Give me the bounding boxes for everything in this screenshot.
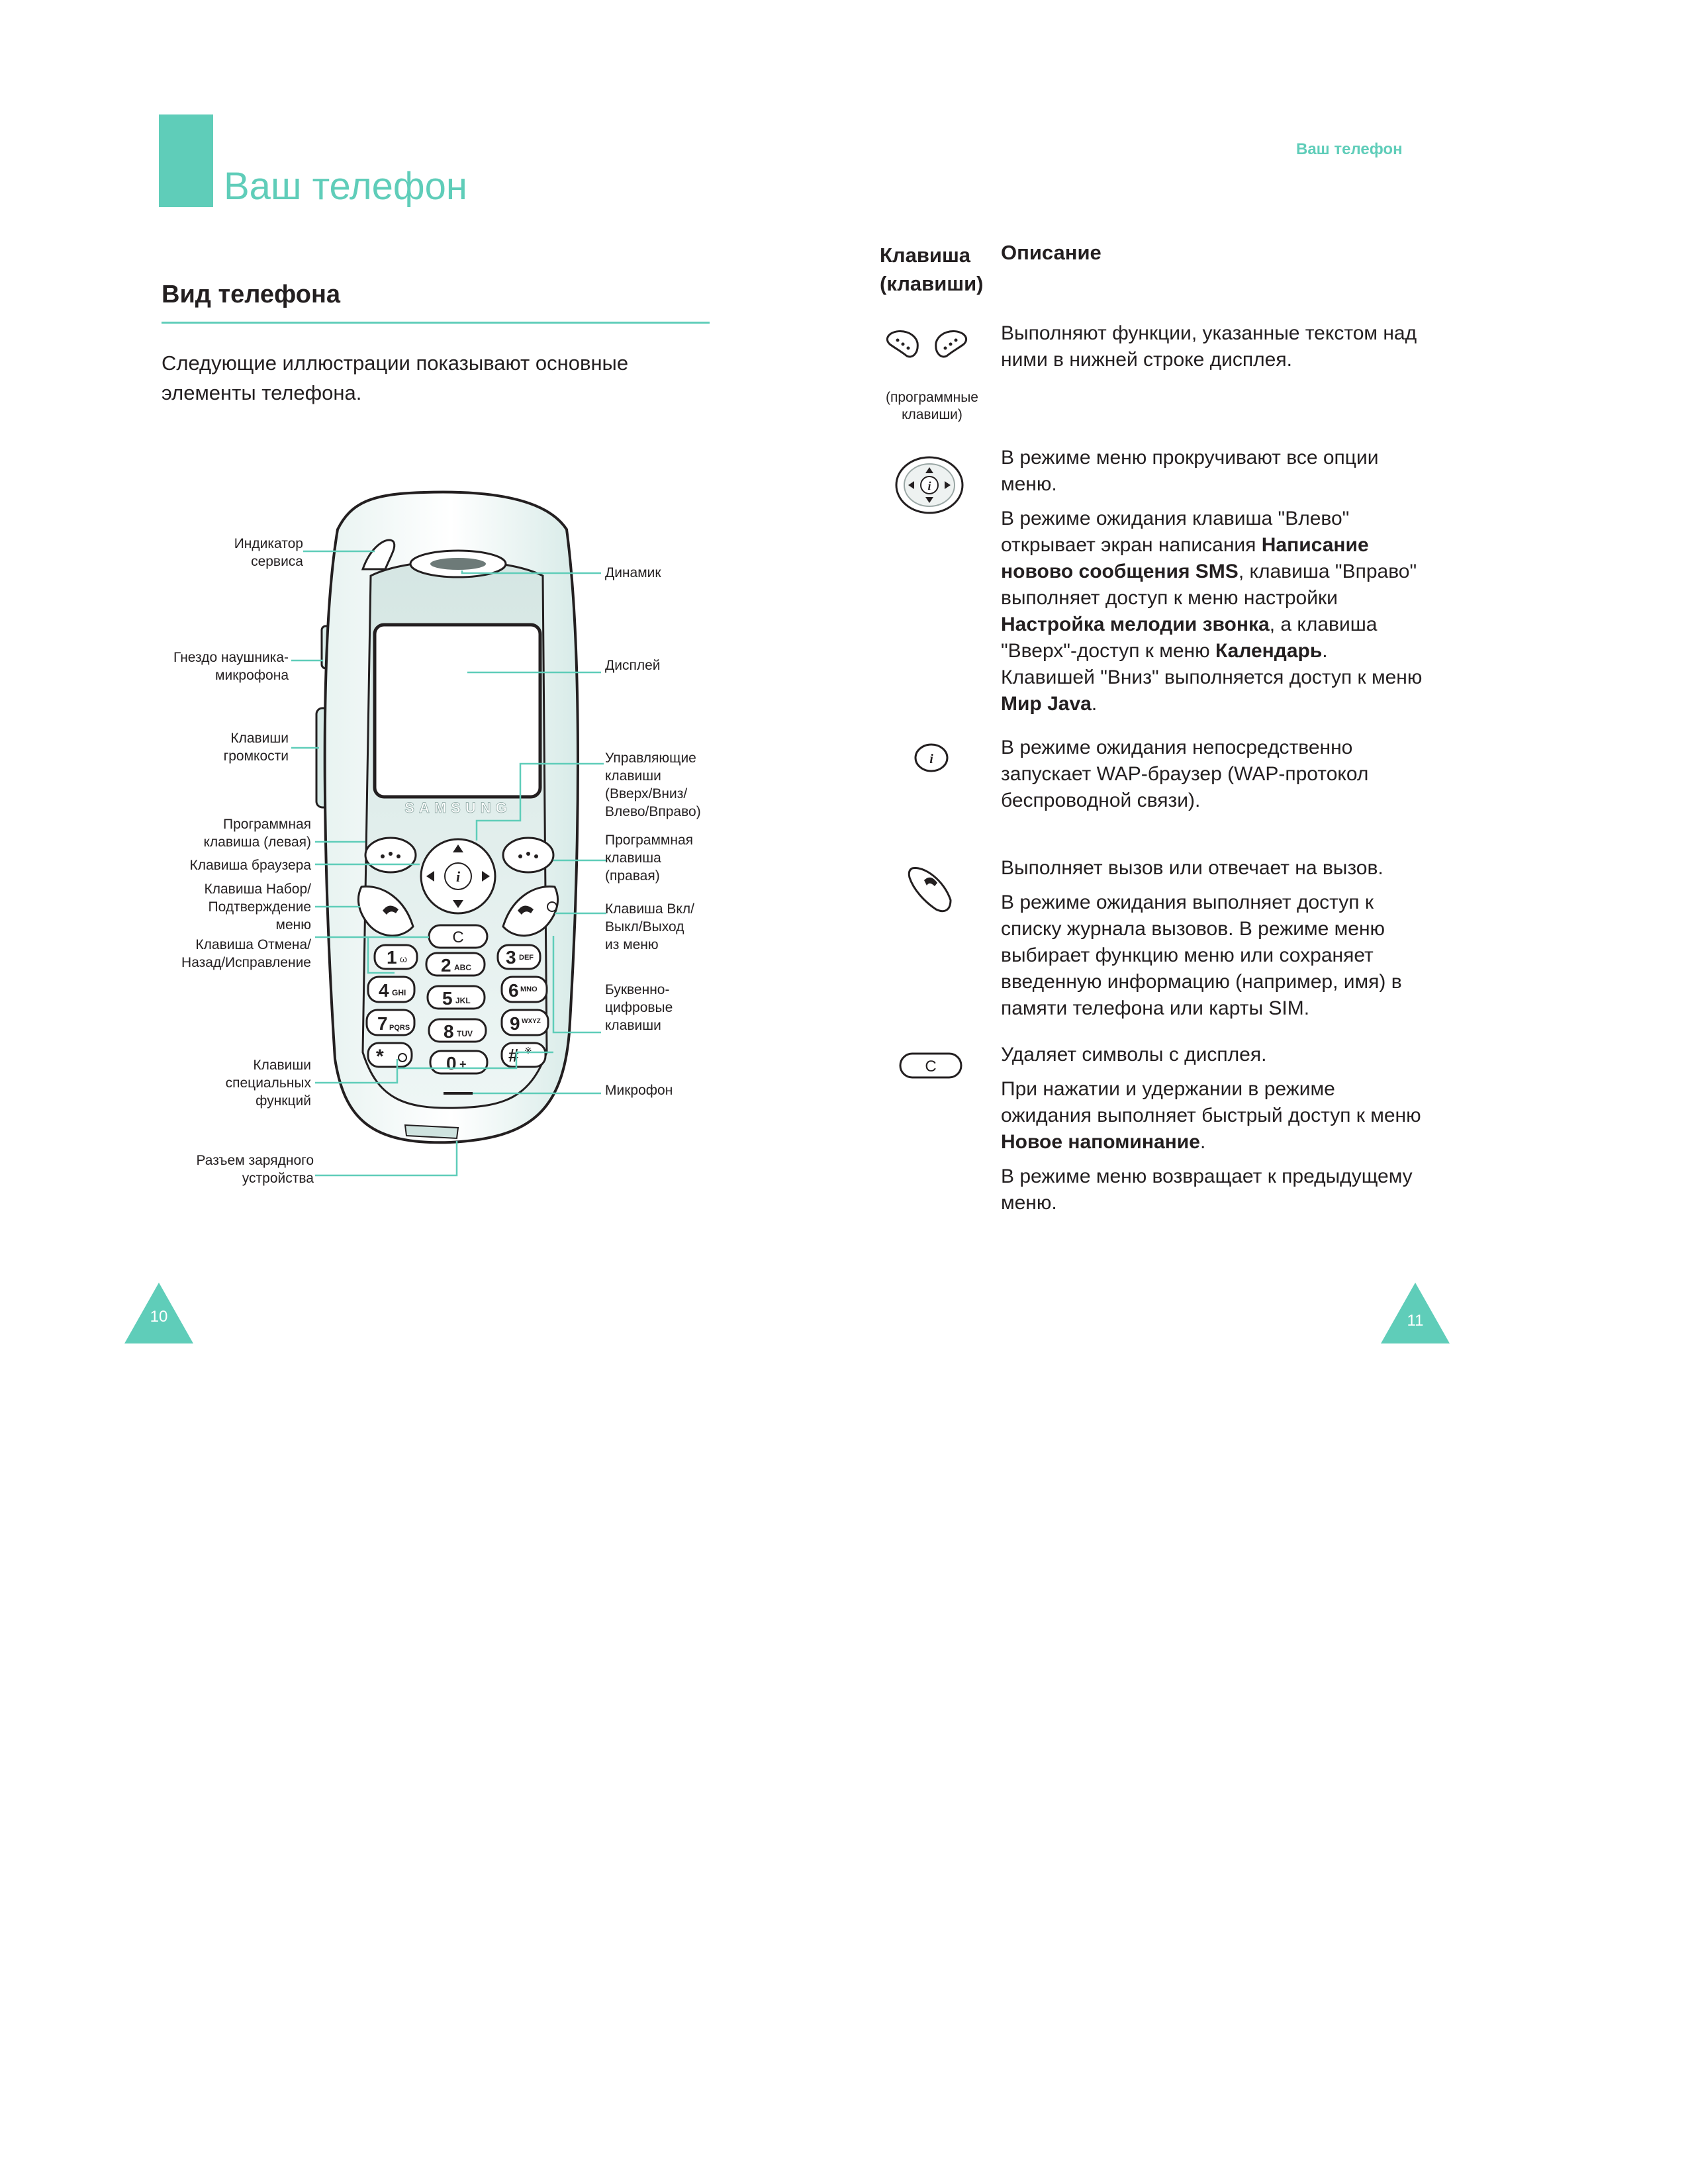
nav-rich-text: В режиме ожидания клавиша "Влево" открывает экран написания Написание новово сообщения SMS, клавиша "Вправо" выполняет доступ к меню настройки Настройка мелодии звонка, а клавиша "Вверх"-доступ к меню Календарь. Клавишей "Вниз" выполняется доступ к меню Мир Java. — [1001, 508, 1423, 715]
svg-text:+: + — [459, 1058, 467, 1071]
section-heading: Вид телефона — [162, 281, 341, 308]
callout-charger: Разъем зарядного устройства — [196, 1153, 314, 1186]
description-send-key: Выполняет вызов или отвечает на вызов. В режиме ожидания выполняет доступ к списку журнала вызовов. В режиме меню выбирает функцию меню или сохраняет введенную информацию (например, имя) в памяти телефона или карты SIM. — [1001, 857, 1402, 1019]
svg-text:i: i — [455, 868, 461, 885]
running-head: Ваш телефон — [1296, 140, 1403, 158]
svg-text:*: * — [376, 1046, 384, 1068]
svg-text:ABC: ABC — [454, 963, 471, 972]
svg-text:ω: ω — [400, 954, 407, 964]
callout-browser-key: Клавиша браузера — [189, 858, 311, 873]
description-browser-key: В режиме ожидания непосредственно запускает WAP-браузер (WAP-протокол беспроводной связи). — [1001, 737, 1369, 811]
send-key-icon — [904, 860, 957, 917]
callout-volume-keys: Клавиши громкости — [223, 731, 289, 764]
svg-text:C: C — [452, 929, 464, 946]
callout-headset-jack: Гнездо наушника- микрофона — [173, 650, 289, 683]
page-number-right: 11 — [1407, 1312, 1424, 1330]
clear-rich-text: При нажатии и удержании в режиме ожидания выполняет быстрый доступ к меню Новое напоминание. — [1001, 1078, 1421, 1153]
soft-keys-caption: (программные клавиши) — [886, 390, 978, 422]
display-screen — [375, 625, 540, 797]
svg-text:5: 5 — [442, 988, 453, 1009]
description-clear-key: Удаляет символы с дисплея. При нажатии и удержании в режиме ожидания выполняет быстрый доступ к меню Новое напоминание. В режиме меню возвращает к предыдущему меню. — [1001, 1042, 1425, 1224]
brand-logo: SAMSUNG — [404, 799, 512, 816]
clear-key-icon — [898, 1050, 964, 1081]
nav-key-icon — [894, 454, 966, 516]
intro-text: Следующие иллюстрации показывают основные элементы телефона. — [162, 351, 629, 404]
soft-keys-icon — [880, 324, 973, 364]
svg-text:WXYZ: WXYZ — [522, 1018, 541, 1025]
svg-text:9: 9 — [510, 1013, 520, 1034]
svg-text:0: 0 — [446, 1053, 457, 1073]
svg-text:i: i — [927, 479, 931, 492]
svg-text:4: 4 — [379, 980, 389, 1001]
svg-text:※: ※ — [524, 1045, 532, 1056]
svg-text:PQRS: PQRS — [389, 1024, 410, 1032]
description-soft-keys: Выполняют функции, указанные текстом над ними в нижней строке дисплея. — [1001, 322, 1417, 371]
svg-text:MNO: MNO — [520, 985, 538, 993]
callout-microphone: Микрофон — [605, 1083, 673, 1098]
callout-speaker: Динамик — [605, 565, 661, 580]
svg-text:JKL: JKL — [455, 996, 471, 1005]
callout-cancel-key: Клавиша Отмена/ Назад/Исправление — [181, 937, 311, 970]
svg-text:8: 8 — [444, 1021, 454, 1042]
svg-text:C: C — [925, 1058, 937, 1075]
callout-soft-right: Программная клавиша (правая) — [605, 833, 693, 884]
callout-power-key: Клавиша Вкл/ Выкл/Выход из меню — [605, 901, 694, 952]
callout-dial-key: Клавиша Набор/ Подтверждение меню — [204, 882, 311, 933]
callout-service-indicator: Индикатор сервиса — [234, 536, 303, 569]
svg-text:TUV: TUV — [457, 1029, 473, 1038]
svg-text:#: # — [508, 1045, 519, 1066]
svg-text:3: 3 — [506, 947, 516, 968]
callout-nav-keys: Управляющие клавиши (Вверх/Вниз/ Влево/Вправо) — [605, 751, 701, 819]
callout-soft-left: Программная клавиша (левая) — [203, 817, 311, 850]
callout-display: Дисплей — [605, 658, 661, 673]
callout-special-keys: Клавиши специальных функций — [225, 1058, 311, 1109]
browser-key-icon — [914, 743, 949, 773]
description-nav-keys: В режиме меню прокручивают все опции меню. В режиме ожидания клавиша "Влево" открывает экран написания Написание новово сообщения SMS, клавиша "Вправо" выполняет доступ к меню настройки Настройка мелодии звонка, а клавиша "Вверх"-доступ к меню Календарь. Клавишей "Вниз" выполняется доступ к меню Мир Java. — [1001, 445, 1425, 725]
svg-text:DEF: DEF — [519, 954, 534, 962]
svg-text:2: 2 — [441, 955, 451, 976]
svg-text:7: 7 — [377, 1013, 388, 1034]
column-header-key: Клавиша (клавиши) — [880, 244, 984, 295]
svg-text:GHI: GHI — [392, 988, 406, 997]
svg-text:1: 1 — [387, 947, 397, 968]
column-header-description: Описание — [1001, 241, 1102, 264]
callout-alnum-keys: Буквенно- цифровые клавиши — [605, 982, 673, 1033]
svg-text:6: 6 — [508, 980, 519, 1001]
page-number-left: 10 — [150, 1308, 168, 1326]
page-title: Ваш телефон — [224, 165, 467, 208]
svg-text:i: i — [929, 752, 933, 766]
